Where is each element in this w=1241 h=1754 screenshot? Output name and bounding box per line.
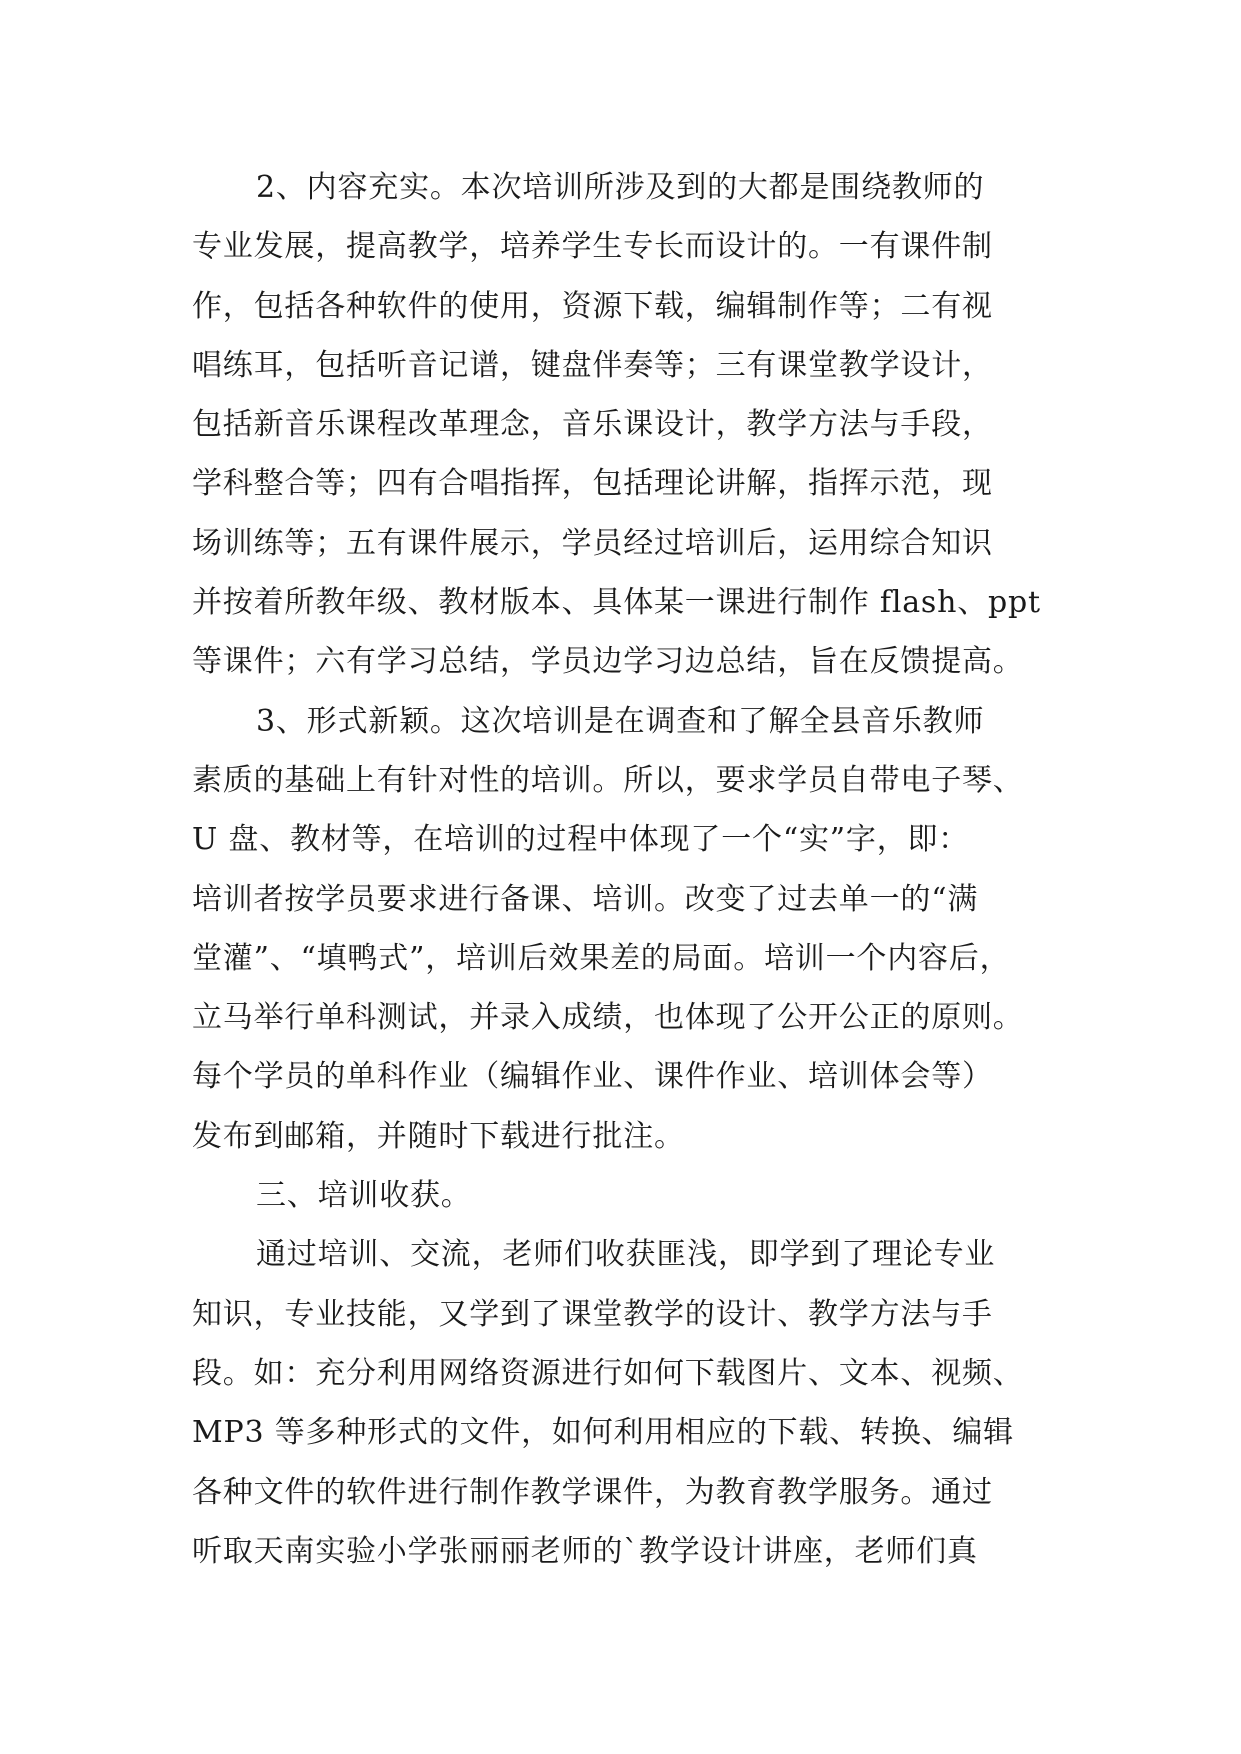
text-line: 发布到邮箱，并随时下载进行批注。 — [192, 1118, 685, 1154]
text-line: 堂灌”、“填鸭式”，培训后效果差的局面。培训一个内容后， — [192, 940, 1011, 976]
text-line: 3、形式新颖。这次培训是在调查和了解全县音乐教师 — [256, 703, 985, 739]
text-line: 段。如：充分利用网络资源进行如何下载图片、文本、视频、 — [192, 1355, 1024, 1391]
text-line: 作，包括各种软件的使用，资源下载，编辑制作等；二有视 — [192, 288, 993, 324]
text-line: 唱练耳，包括听音记谱，键盘伴奏等；三有课堂教学设计， — [192, 347, 993, 383]
text-line: 立马举行单科测试，并录入成绩，也体现了公开公正的原则。 — [192, 1000, 1024, 1036]
text-line: 听取天南实验小学张丽丽老师的`教学设计讲座，老师们真 — [192, 1533, 978, 1569]
text-line: 学科整合等；四有合唱指挥，包括理论讲解，指挥示范，现 — [192, 466, 993, 502]
text-line: U 盘、教材等，在培训的过程中体现了一个“实”字，即： — [192, 822, 970, 858]
text-line: 知识，专业技能，又学到了课堂教学的设计、教学方法与手 — [192, 1296, 993, 1332]
text-line: 素质的基础上有针对性的培训。所以，要求学员自带电子琴、 — [192, 762, 1024, 798]
text-line: 场训练等；五有课件展示，学员经过培训后，运用综合知识 — [192, 525, 993, 561]
document-body — [192, 158, 1052, 1581]
text-line: 2、内容充实。本次培训所涉及到的大都是围绕教师的 — [256, 170, 985, 205]
text-line: 各种文件的软件进行制作教学课件，为教育教学服务。通过 — [192, 1474, 993, 1510]
text-line: 等课件；六有学习总结，学员边学习边总结，旨在反馈提高。 — [192, 644, 1024, 680]
text-line: 每个学员的单科作业（编辑作业、课件作业、培训体会等） — [192, 1059, 993, 1095]
text-line: 专业发展，提高教学，培养学生专长而设计的。一有课件制 — [192, 229, 993, 265]
section-heading: 三、培训收获。 — [256, 1178, 472, 1214]
text-line: 包括新音乐课程改革理念，音乐课设计，教学方法与手段， — [192, 407, 993, 443]
text-line: 培训者按学员要求进行备课、培训。改变了过去单一的“满 — [192, 881, 979, 917]
text-line: 并按着所教年级、教材版本、具体某一课进行制作 flash、ppt — [192, 585, 1041, 621]
text-line: MP3 等多种形式的文件，如何利用相应的下载、转换、编辑 — [192, 1415, 1014, 1451]
text-line: 通过培训、交流，老师们收获匪浅，即学到了理论专业 — [256, 1237, 996, 1273]
